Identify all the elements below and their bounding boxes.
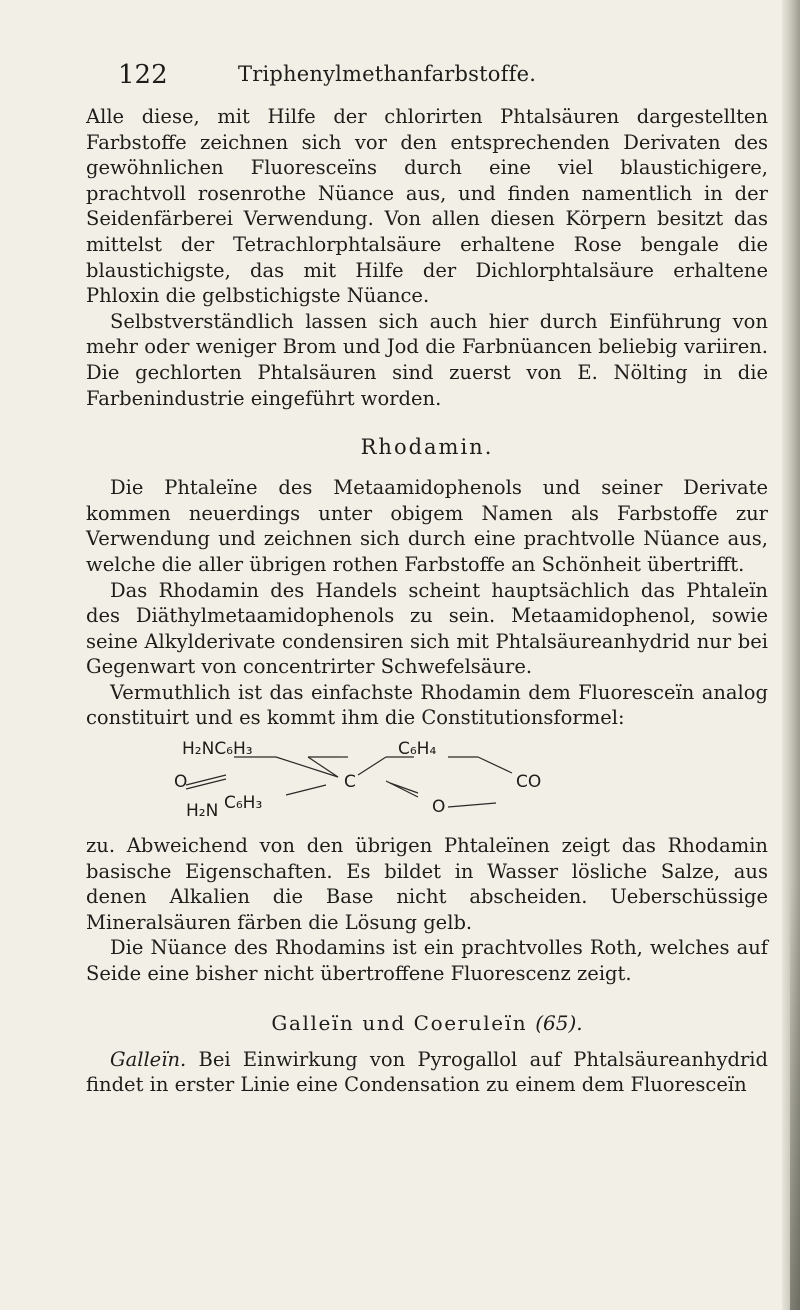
section-heading-gallein [86,1011,768,1035]
paragraph-2: Selbstverständlich lassen sich auch hier durch Einführung von mehr oder weniger Brom und Jod die Farbnüancen beliebig variiren. Die gechlorten Phtalsäuren sind zuerst von E. Nölting in die Farbenindustrie eingeführt worden. [86,309,768,410]
paragraph-8 [86,1047,768,1098]
paragraph-3: Die Phtaleïne des Metaamidophenols und seiner Derivate kommen neuerdings unter obigem Namen als Farbstoffe zur Verwendung und zeichnen sich durch eine prachtvolle Nüance aus, welche die aller übrigen rothen Farbstoffe an Schönheit übertrifft. [86,476,768,576]
running-title: Triphenylmethanfarbstoffe. [238,62,537,86]
paragraph-1: Alle diese, mit Hilfe der chlorirten Phtalsäuren dargestellten Farbstoffe zeichnen sich vor den entsprechenden Derivaten des gewöhnlichen Fluoresceïns durch eine viel blaustichigere, prachtvoll rosenrothe Nüance aus, und finden namentlich in der Seidenfärberei Verwendung. Von allen diesen Körpern besitzt das mittelst der Tetrachlorphtalsäure erhaltene Rose bengale die blaustichigste, das mit Hilfe der Dichlorphtalsäure erhaltene Phloxin die gelbstichigste Nüance. [86,105,768,308]
paragraph-4: Das Rhodamin des Handels scheint hauptsächlich das Phtaleïn des Diäthylmetaamidophenols zu sein. Metaamidophenol, sowie seine Alkylderivate condensiren sich mit Phtalsäureanhydrid nur bei Gegenwart von concentrirter Schwefelsäure. [86,578,768,679]
page-edge-dark [790,880,800,1310]
paragraph-8-text: Bei Einwirkung von Pyrogallol auf Phtalsäureanhydrid findet in erster Linie eine Condensation zu einem dem Fluoresceïn [86,1047,768,1097]
section-heading-gallein-ref: (65). [535,1010,583,1035]
formula-co: CO [516,772,542,793]
page-body [86,104,768,1098]
paragraph-5: Vermuthlich ist das einfachste Rhodamin dem Fluoresceïn analog constituirt und es kommt ihm die Constitutionsformel: [86,680,768,730]
paragraph-6: zu. Abweichend von den übrigen Phtaleïnen zeigt das Rhodamin basische Eigenschaften. Es bildet in Wasser lösliche Salze, aus denen Alkalien die Base nicht abscheiden. Ueberschüssige Mineralsäuren färben die Lösung gelb. [86,834,768,934]
formula-c-center: C [344,772,356,793]
formula-c6h4: C₆H₄ [398,739,437,760]
section-heading-rhodamin: Rhodamin. [360,435,494,460]
paragraph-7: Die Nüance des Rhodamins ist ein prachtvolles Roth, welches auf Seide eine bisher nicht übertroffene Fluorescenz zeigt. [86,936,768,986]
formula-o-left: O [174,772,188,793]
paragraph-8-lead: Galleïn. [110,1047,187,1071]
page-number: 122 [118,60,168,90]
formula-c6h3-bottom: C₆H₃ [224,793,263,814]
formula-h2nc6h3-top: H₂NC₆H₃ [182,739,253,760]
section-heading-gallein-text: Galleïn und Coeruleïn [271,1010,528,1035]
formula-h2n-bottom: H₂N [186,801,219,822]
constitution-formula [86,735,768,833]
page-header [118,60,788,94]
formula-o-bottom: O [432,797,446,818]
